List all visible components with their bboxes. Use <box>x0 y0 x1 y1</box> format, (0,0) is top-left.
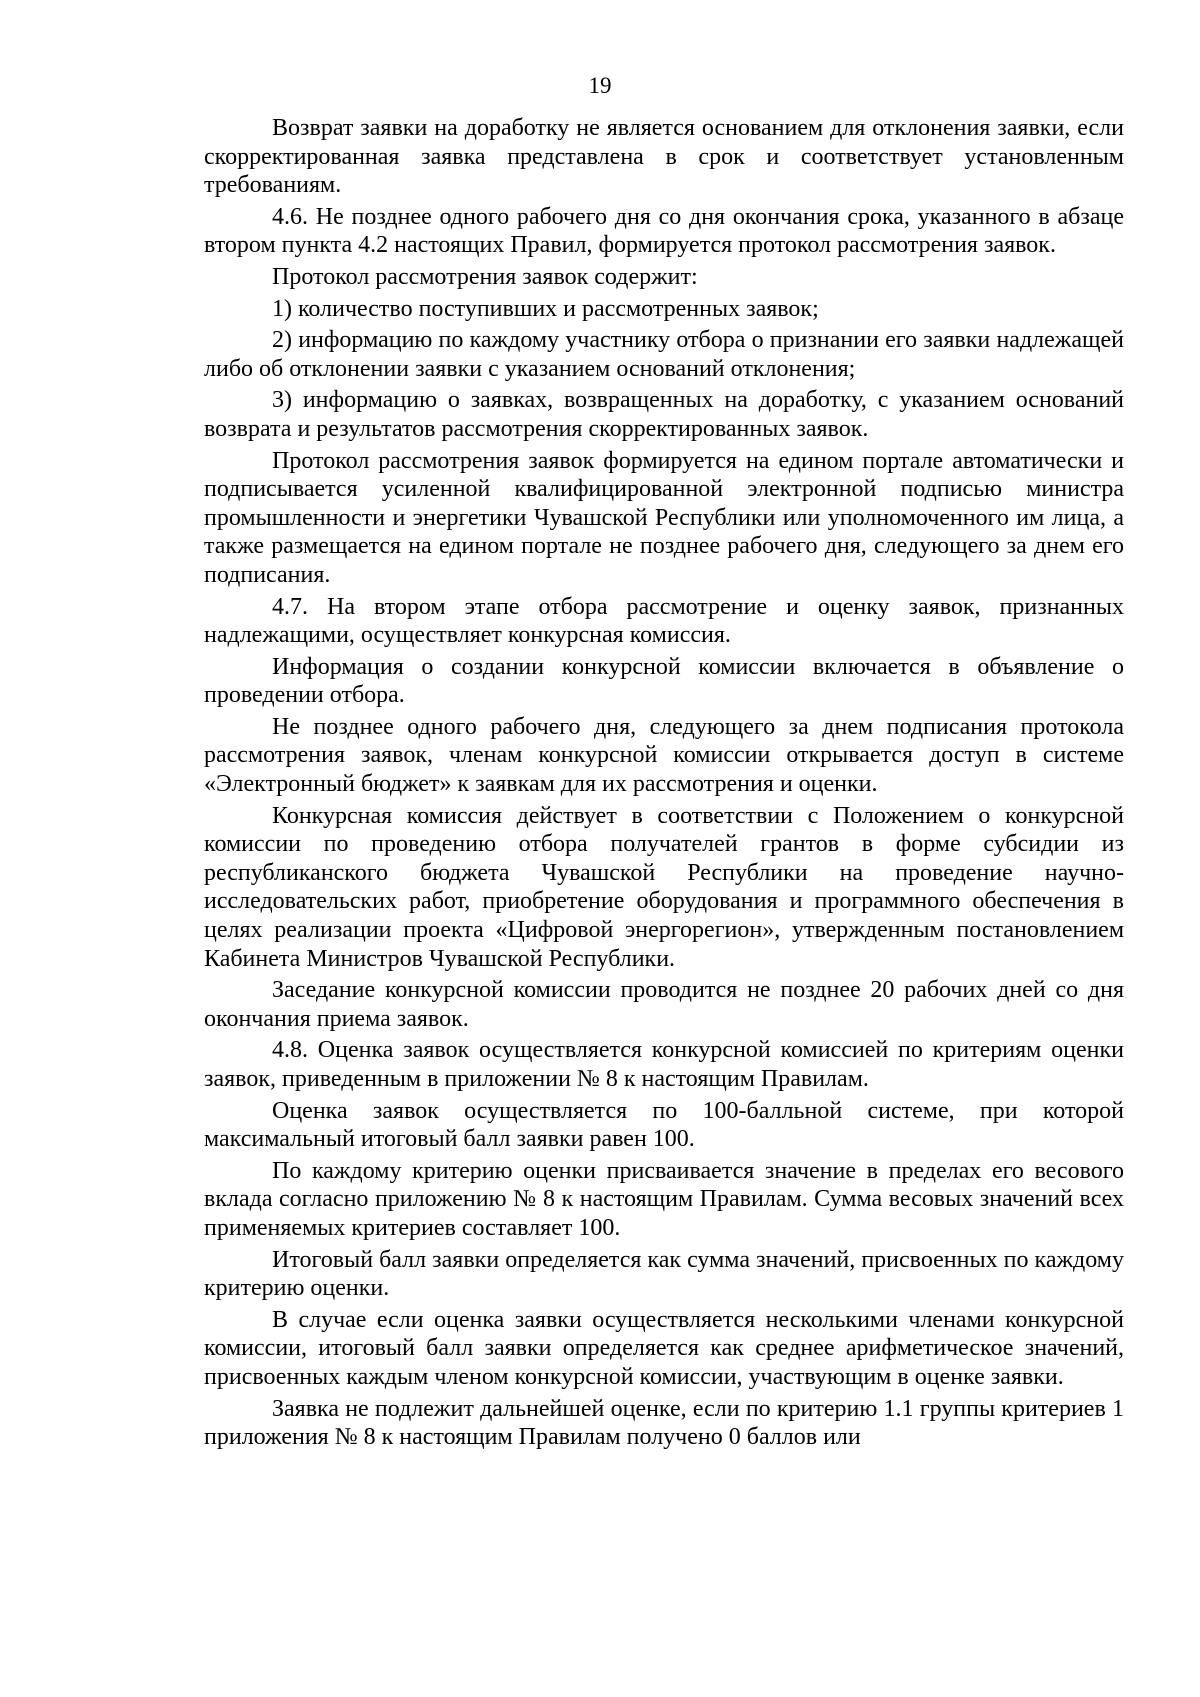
paragraph-average-score: В случае если оценка заявки осуществляется несколькими членами конкурсной комиссии, итоговый балл заявки определяется как среднее арифметическое значений, присвоенных каждым членом конкурсной комиссии, участвующим в оценке заявки. <box>204 1306 1124 1390</box>
list-item-1: 1) количество поступивших и рассмотренных заявок; <box>272 295 819 322</box>
paragraph-100-points: Оценка заявок осуществляется по 100-балльной системе, при которой максимальный итоговый балл заявки равен 100. <box>204 1097 1124 1153</box>
paragraph-return-not-rejection: Возврат заявки на доработку не является основанием для отклонения заявки, если скорректированная заявка представлена в срок и соответствует установленным требованиям. <box>204 115 1124 199</box>
paragraph-commission-regulation: Конкурсная комиссия действует в соответствии с Положением о конкурсной комиссии по проведению отбора получателей грантов в форме субсидии из республиканского бюджета Чувашской Республики на проведение научно-исследовательских работ, приобретение оборудования и программного обеспечения в целях реализации проекта «Цифровой энергорегион», утвержденным постановлением Кабинета Министров Чувашской Республики. <box>204 802 1124 972</box>
page-number: 19 <box>588 73 612 98</box>
paragraph-access: Не позднее одного рабочего дня, следующего за днем подписания протокола рассмотрения заявок, членам конкурсной комиссии открывается доступ в системе «Электронный бюджет» к заявкам для их рассмотрения и оценки. <box>204 713 1124 798</box>
paragraph-protocol-contents: Протокол рассмотрения заявок содержит: <box>272 263 698 290</box>
paragraph-criterion-weight: По каждому критерию оценки присваивается значение в пределах его весового вклада согласно приложению № 8 к настоящим Правилам. Сумма весовых значений всех применяемых критериев составляет 100. <box>204 1157 1124 1241</box>
paragraph-4-7: 4.7. На втором этапе отбора рассмотрение и оценку заявок, признанных надлежащими, осуществляет конкурсная комиссия. <box>204 593 1124 649</box>
paragraph-protocol-signing: Протокол рассмотрения заявок формируется на едином портале автоматически и подписывается усиленной квалифицированной электронной подписью министра промышленности и энергетики Чувашской Республики или уполномоченного им лица, а также размещается на едином портале не позднее рабочего дня, следующего за днем его подписания. <box>204 447 1124 588</box>
paragraph-total-score: Итоговый балл заявки определяется как сумма значений, присвоенных по каждому критерию оценки. <box>204 1246 1124 1302</box>
paragraph-not-evaluated: Заявка не подлежит дальнейшей оценке, если по критерию 1.1 группы критериев 1 приложения № 8 к настоящим Правилам получено 0 баллов или <box>204 1395 1124 1451</box>
list-item-3: 3) информацию о заявках, возвращенных на доработку, с указанием оснований возврата и результатов рассмотрения скорректированных заявок. <box>204 387 1124 442</box>
list-item-2: 2) информацию по каждому участнику отбора о признании его заявки надлежащей либо об отклонении заявки с указанием оснований отклонения; <box>204 327 1124 382</box>
paragraph-commission-info: Информация о создании конкурсной комиссии включается в объявление о проведении отбора. <box>204 653 1124 709</box>
paragraph-4-6: 4.6. Не позднее одного рабочего дня со дня окончания срока, указанного в абзаце втором пункта 4.2 настоящих Правил, формируется протокол рассмотрения заявок. <box>204 203 1124 259</box>
paragraph-meeting: Заседание конкурсной комиссии проводится не позднее 20 рабочих дней со дня окончания приема заявок. <box>204 977 1124 1032</box>
document-body <box>204 114 1124 1455</box>
paragraph-4-8: 4.8. Оценка заявок осуществляется конкурсной комиссией по критериям оценки заявок, приведенным в приложении № 8 к настоящим Правилам. <box>204 1037 1124 1092</box>
